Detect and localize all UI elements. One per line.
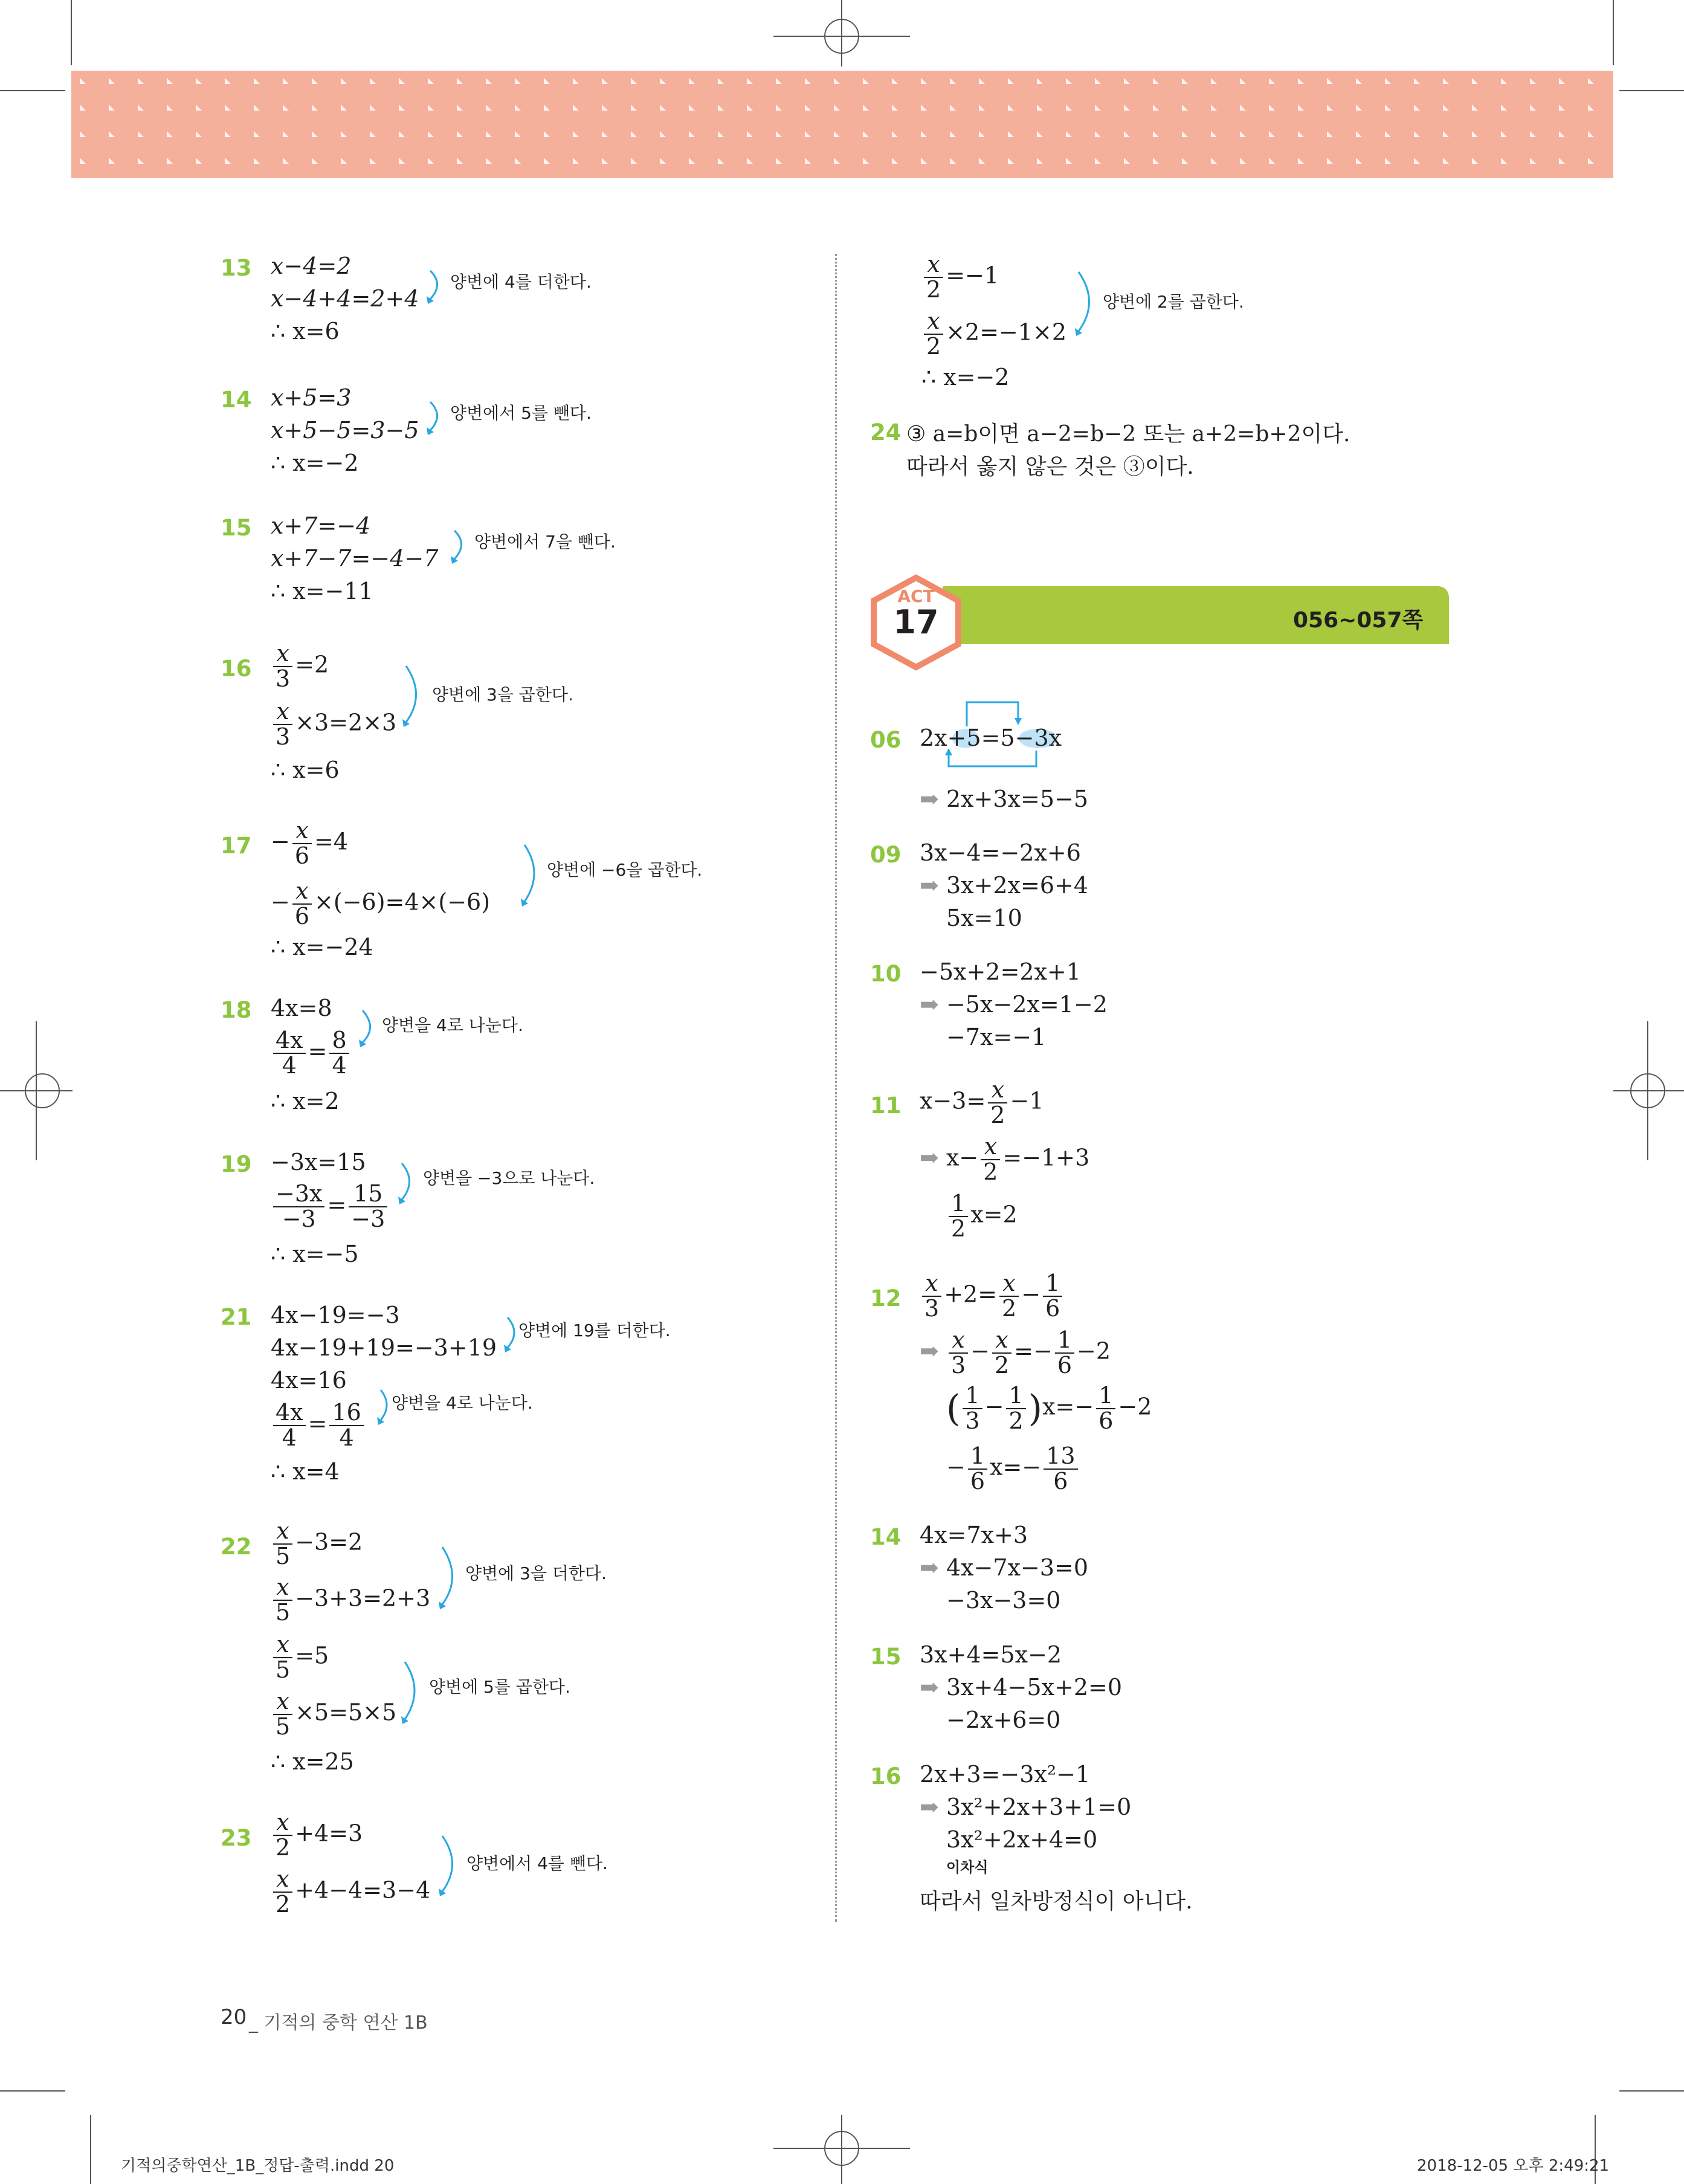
equation-line: $\frac{x}{2}$ =−1 (921, 253, 999, 302)
problem-number: 18 (221, 997, 252, 1023)
arrow-right-icon: ➡ (920, 872, 939, 899)
step-note: 양변에 2를 곱한다. (1103, 292, 1244, 312)
equation-line: ➡ 4x−7x−3=0 (920, 1554, 1089, 1581)
equation-line: $\frac{x}{5}$ −3+3=2+3 (271, 1575, 430, 1625)
fraction: $\frac{x}{2}$ (924, 309, 943, 359)
problem-number: 19 (221, 1151, 252, 1177)
fraction: $\frac{x}{2}$ (273, 1811, 292, 1860)
equation-line: 2x+5=5−3x (920, 725, 1062, 751)
step-note: 양변에서 5를 뺀다. (450, 403, 592, 423)
fraction: $\frac{x}{5}$ (273, 1575, 292, 1625)
fraction: $\frac{15}{-3}$ (349, 1182, 387, 1232)
fraction: $\frac{1}{2}$ (949, 1192, 968, 1241)
fraction: $\frac{16}{4}$ (329, 1401, 363, 1450)
equation-line: $\frac{x}{5}$ ×5=5×5 (271, 1690, 396, 1739)
fraction: $\frac{x}{2}$ (273, 1867, 292, 1917)
fraction: $\frac{1}{6}$ (1055, 1328, 1074, 1378)
equation-line: ( $\frac{1}{3}$ − $\frac{1}{2}$ )x=− $\frac{1}{6}$ −2 (946, 1382, 1152, 1434)
equation-line: x+7=−4 (271, 512, 371, 539)
equation-line: $\frac{x}{3}$ ×3=2×3 (271, 700, 396, 749)
equation-line: 5x=10 (946, 905, 1022, 931)
act-pages: 056~057쪽 (1293, 608, 1424, 633)
fraction: $\frac{x}{2}$ (999, 1271, 1019, 1321)
fraction: $\frac{x}{3}$ (273, 642, 292, 691)
book-title: _ 기적의 중학 연산 1B (249, 2012, 428, 2034)
arrow-right-icon: ➡ (920, 1144, 939, 1171)
equation-line: x−4=2 (271, 253, 352, 279)
step-note: 양변에 4를 더한다. (450, 272, 592, 292)
equation-line: ➡ 2x+3x=5−5 (920, 786, 1089, 812)
equation-line: ∴ x=−2 (921, 364, 1010, 390)
equation-line: 3x−4=−2x+6 (920, 839, 1081, 866)
equation-line: 4x=7x+3 (920, 1522, 1028, 1548)
fraction: $\frac{x}{3}$ (949, 1328, 968, 1378)
arrow-right-icon: ➡ (920, 991, 939, 1018)
fraction: $\frac{x}{2}$ (924, 253, 943, 302)
fraction: $\frac{x}{6}$ (292, 879, 312, 929)
equation-line: $\frac{4x}{4}$ = $\frac{16}{4}$ (271, 1401, 366, 1450)
fraction: $\frac{13}{6}$ (1044, 1444, 1077, 1494)
conclusion-line: 따라서 일차방정식이 아니다. (920, 1889, 1193, 1914)
step-note: 양변에 19를 더한다. (518, 1320, 671, 1340)
step-note: 양변을 4로 나눈다. (392, 1393, 533, 1413)
problem-number: 17 (221, 833, 252, 859)
equation-line: x+7−7=−4−7 (271, 545, 439, 572)
equation-line: $\frac{1}{2}$ x=2 (946, 1192, 1018, 1241)
arrow-right-icon: ➡ (920, 1554, 939, 1581)
equation-line: 2x+3=−3x²−1 (920, 1761, 1091, 1788)
equation-line: − $\frac{x}{6}$ ×(−6)=4×(−6) (271, 877, 491, 929)
fraction: $\frac{x}{3}$ (922, 1271, 941, 1321)
equation-line: ➡ 3x²+2x+3+1=0 (920, 1794, 1132, 1820)
problem-number: 10 (870, 961, 902, 987)
problem-number: 12 (870, 1285, 902, 1311)
equation-line: −7x=−1 (946, 1024, 1047, 1050)
answer-line: 따라서 옳지 않은 것은 ③이다. (906, 454, 1194, 479)
column-divider (835, 254, 837, 1922)
equation-line: − $\frac{x}{6}$ =4 (271, 817, 349, 869)
problem-number: 14 (870, 1524, 902, 1550)
step-note: 양변에 5를 곱한다. (429, 1677, 570, 1697)
step-note: 양변에서 7을 뺀다. (474, 532, 616, 552)
problem-number: 15 (870, 1644, 902, 1670)
quadratic-tag: 이차식 (946, 1859, 989, 1876)
equation-line: x+5=3 (271, 384, 352, 411)
problem-number: 09 (870, 842, 902, 868)
problem-number: 06 (870, 727, 902, 753)
equation-line: 3x+4=5x−2 (920, 1641, 1062, 1668)
fraction: $\frac{x}{5}$ (273, 1519, 292, 1569)
equation-line: ➡ 3x+2x=6+4 (920, 872, 1089, 899)
problem-number: 11 (870, 1093, 902, 1119)
equation-line: ∴ x=25 (271, 1748, 354, 1775)
fraction: $\frac{x}{3}$ (273, 700, 292, 749)
problem-number: 16 (221, 656, 252, 682)
equation-line: −2x+6=0 (946, 1707, 1061, 1733)
equation-line: ∴ x=−2 (271, 450, 359, 476)
fraction: $\frac{4x}{4}$ (273, 1029, 306, 1078)
equation-line: 4x−19+19=−3+19 (271, 1334, 497, 1361)
equation-line: 4x=16 (271, 1367, 347, 1394)
equation-line: $\frac{x}{5}$ =5 (271, 1633, 329, 1682)
fraction: $\frac{x}{2}$ (992, 1328, 1011, 1378)
fraction: $\frac{1}{6}$ (1043, 1271, 1062, 1321)
equation-line: − $\frac{1}{6}$ x=− $\frac{13}{6}$ (946, 1444, 1080, 1494)
equation-line: $\frac{x}{2}$ +4−4=3−4 (271, 1867, 430, 1917)
equation-line: ∴ x=−11 (271, 578, 373, 604)
fraction: $\frac{1}{3}$ (963, 1384, 982, 1433)
equation-line: ∴ x=−5 (271, 1241, 359, 1267)
arrow-right-icon: ➡ (920, 1794, 939, 1820)
problem-number: 15 (221, 515, 252, 541)
file-slug: 기적의중학연산_1B_정답-출력.indd 20 (121, 2157, 395, 2175)
equation-line: −3x−3=0 (946, 1587, 1061, 1614)
step-note: 양변에서 4를 뺀다. (466, 1853, 608, 1873)
fraction: $\frac{8}{4}$ (329, 1029, 349, 1078)
print-date: 2018-12-05 오후 2:49:21 (1417, 2157, 1610, 2175)
problem-number: 22 (221, 1534, 252, 1560)
fraction: $\frac{x}{6}$ (292, 819, 312, 868)
step-note: 양변을 −3으로 나눈다. (423, 1168, 595, 1188)
problem-number: 16 (870, 1763, 902, 1789)
step-note: 양변에 3을 더한다. (465, 1563, 607, 1583)
equation-line: x−3= $\frac{x}{2}$ −1 (920, 1076, 1044, 1128)
equation-line: 3x²+2x+4=0 (946, 1826, 1098, 1853)
equation-line: $\frac{x}{3}$ =2 (271, 642, 329, 691)
arrow-right-icon: ➡ (920, 786, 939, 812)
equation-line: ∴ x=−24 (271, 934, 373, 960)
equation-line: $\frac{4x}{4}$ = $\frac{8}{4}$ (271, 1029, 352, 1078)
equation-line: ➡ x− $\frac{x}{2}$ =−1+3 (920, 1133, 1090, 1185)
equation-line: −5x+2=2x+1 (920, 958, 1081, 985)
fraction: $\frac{x}{2}$ (981, 1135, 1000, 1184)
equation-line: $\frac{x}{3}$ +2= $\frac{x}{2}$ − $\frac{1}{6}$ (920, 1271, 1065, 1321)
equation-line: $\frac{x}{5}$ −3=2 (271, 1519, 363, 1569)
problem-number: 21 (221, 1304, 252, 1330)
fraction: $\frac{1}{6}$ (968, 1444, 987, 1494)
equation-line: ∴ x=2 (271, 1088, 340, 1114)
fraction: $\frac{1}{2}$ (1006, 1384, 1025, 1433)
equation-line: ➡ $\frac{x}{3}$ − $\frac{x}{2}$ =− $\frac{1}{6}$ −2 (920, 1326, 1111, 1378)
problem-number: 24 (870, 419, 902, 445)
fraction: $\frac{x}{5}$ (273, 1690, 292, 1739)
problem-number: 13 (221, 255, 252, 281)
step-arrows-right (1027, 260, 1100, 344)
page-number: 20 (221, 2005, 247, 2029)
equation-line: x−4+4=2+4 (271, 285, 419, 312)
fraction: $\frac{4x}{4}$ (273, 1401, 306, 1450)
equation-line: ➡ −5x−2x=1−2 (920, 991, 1108, 1018)
problem-number: 23 (221, 1825, 252, 1851)
equation-line: x+5−5=3−5 (271, 417, 419, 444)
step-note: 양변을 4로 나눈다. (382, 1015, 523, 1035)
fraction: $\frac{x}{2}$ (988, 1078, 1007, 1128)
equation-line: $\frac{-3x}{-3}$ = $\frac{15}{-3}$ (271, 1182, 390, 1232)
equation-line: ➡ 3x+4−5x+2=0 (920, 1674, 1123, 1701)
equation-line: ∴ x=6 (271, 757, 340, 783)
step-note: 양변에 −6을 곱한다. (547, 860, 703, 880)
fraction: $\frac{-3x}{-3}$ (273, 1182, 324, 1232)
problem-number: 14 (221, 387, 252, 413)
fraction: $\frac{1}{6}$ (1096, 1384, 1115, 1433)
act-number: 17 (893, 603, 939, 641)
equation-line: 4x−19=−3 (271, 1302, 400, 1328)
step-arrows-left (0, 0, 834, 1994)
equation-line: ∴ x=4 (271, 1458, 340, 1485)
equation-line: ∴ x=6 (271, 318, 340, 344)
answer-line: ③ a=b이면 a−2=b−2 또는 a+2=b+2이다. (906, 422, 1350, 447)
act-label: ACT (897, 586, 935, 606)
equation-line: 4x=8 (271, 995, 332, 1021)
arrow-right-icon: ➡ (920, 1674, 939, 1701)
equation-line: −3x=15 (271, 1149, 366, 1175)
fraction: $\frac{x}{5}$ (273, 1633, 292, 1682)
equation-line: $\frac{x}{2}$ +4=3 (271, 1811, 363, 1860)
step-note: 양변에 3을 곱한다. (432, 685, 573, 705)
equation-line: $\frac{x}{2}$ ×2=−1×2 (921, 309, 1066, 359)
arrow-right-icon: ➡ (920, 1337, 939, 1365)
